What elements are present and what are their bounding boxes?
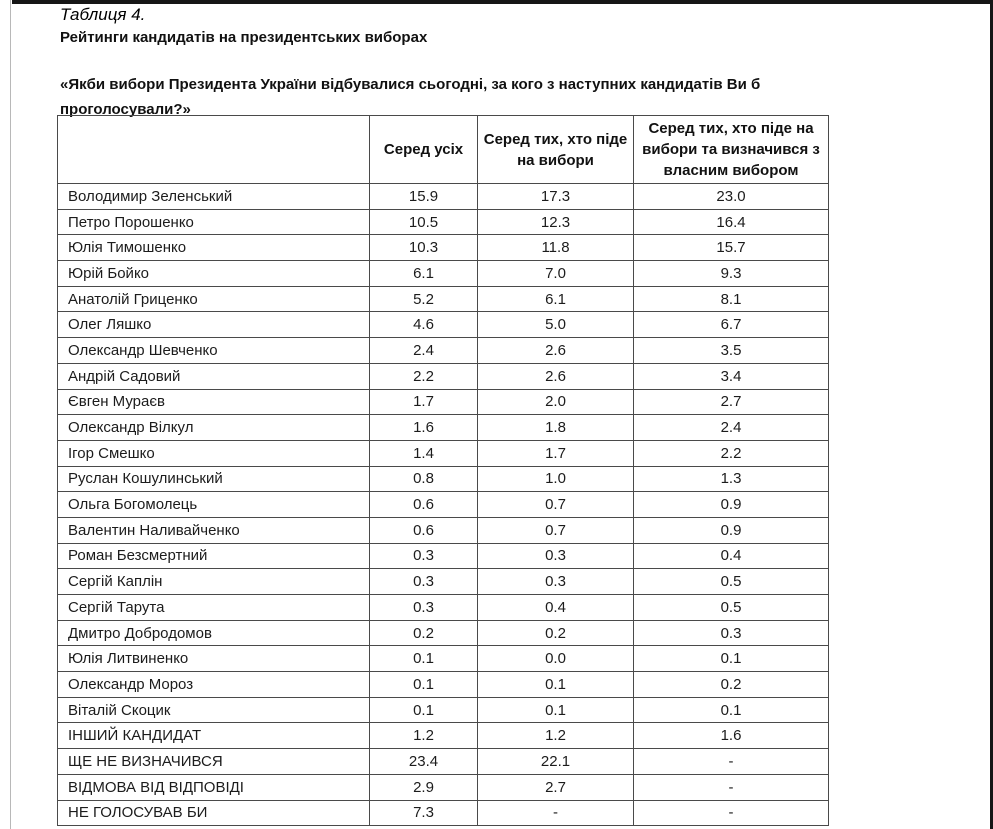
table-row — [58, 492, 829, 518]
value-cell: 1.8 — [478, 415, 634, 441]
value-cell: 0.6 — [370, 492, 478, 518]
value-cell: 2.7 — [634, 389, 829, 415]
value-cell: 22.1 — [478, 749, 634, 775]
value-cell: 0.0 — [478, 646, 634, 672]
value-cell: 1.7 — [478, 440, 634, 466]
value-cell: 1.0 — [478, 466, 634, 492]
value-cell: 2.0 — [478, 389, 634, 415]
value-cell: 0.1 — [370, 672, 478, 698]
value-cell: 17.3 — [478, 184, 634, 210]
candidate-name-cell: Руслан Кошулинський — [58, 466, 370, 492]
candidate-name-cell: Олександр Шевченко — [58, 338, 370, 364]
value-cell: 9.3 — [634, 261, 829, 287]
page-left-edge-line — [10, 0, 11, 829]
value-cell: 0.7 — [478, 517, 634, 543]
value-cell: 5.2 — [370, 286, 478, 312]
candidate-name-cell: НЕ ГОЛОСУВАВ БИ — [58, 800, 370, 826]
candidate-name-cell: Володимир Зеленський — [58, 184, 370, 210]
value-cell: 3.4 — [634, 363, 829, 389]
value-cell: 0.3 — [478, 569, 634, 595]
table-row — [58, 595, 829, 621]
candidate-name-cell: Ольга Богомолець — [58, 492, 370, 518]
candidate-name-cell: Юлія Тимошенко — [58, 235, 370, 261]
candidate-name-cell: Роман Безсмертний — [58, 543, 370, 569]
table-row — [58, 312, 829, 338]
table-row — [58, 415, 829, 441]
value-cell: - — [478, 800, 634, 826]
value-cell: 1.2 — [370, 723, 478, 749]
table-row — [58, 569, 829, 595]
value-cell: 0.1 — [370, 646, 478, 672]
value-cell: 0.4 — [478, 595, 634, 621]
table-row — [58, 620, 829, 646]
value-cell: 2.6 — [478, 338, 634, 364]
value-cell: 8.1 — [634, 286, 829, 312]
table-row — [58, 440, 829, 466]
candidate-name-cell: Ігор Смешко — [58, 440, 370, 466]
value-cell: 2.2 — [370, 363, 478, 389]
table-row — [58, 749, 829, 775]
table-body — [58, 184, 829, 826]
value-cell: 5.0 — [478, 312, 634, 338]
value-cell: 0.2 — [634, 672, 829, 698]
value-cell: 0.1 — [634, 697, 829, 723]
header-among-decided: Серед тих, хто піде на вибори та визначився з власним вибором — [634, 116, 829, 184]
candidate-name-cell: Валентин Наливайченко — [58, 517, 370, 543]
value-cell: 0.2 — [370, 620, 478, 646]
candidate-name-cell: Юлія Литвиненко — [58, 646, 370, 672]
table-row — [58, 209, 829, 235]
value-cell: - — [634, 749, 829, 775]
value-cell: - — [634, 774, 829, 800]
value-cell: 2.6 — [478, 363, 634, 389]
value-cell: 15.9 — [370, 184, 478, 210]
value-cell: 7.0 — [478, 261, 634, 287]
table-row — [58, 261, 829, 287]
table-label: Таблиця 4. — [60, 5, 146, 24]
table-row — [58, 286, 829, 312]
value-cell: 2.2 — [634, 440, 829, 466]
candidate-name-cell: Віталій Скоцик — [58, 697, 370, 723]
header-candidate-column — [58, 116, 370, 184]
table-row — [58, 800, 829, 826]
value-cell: 23.0 — [634, 184, 829, 210]
value-cell: 0.6 — [370, 517, 478, 543]
ratings-table — [57, 115, 829, 826]
table-row — [58, 723, 829, 749]
page-top-rule — [12, 0, 993, 4]
value-cell: 0.3 — [478, 543, 634, 569]
value-cell: 1.2 — [478, 723, 634, 749]
value-cell: 6.7 — [634, 312, 829, 338]
value-cell: 2.9 — [370, 774, 478, 800]
table-row — [58, 363, 829, 389]
table-row — [58, 774, 829, 800]
value-cell: 15.7 — [634, 235, 829, 261]
value-cell: 1.6 — [370, 415, 478, 441]
value-cell: 16.4 — [634, 209, 829, 235]
candidate-name-cell: ВІДМОВА ВІД ВІДПОВІДІ — [58, 774, 370, 800]
table-row — [58, 646, 829, 672]
value-cell: 0.3 — [370, 569, 478, 595]
table-row — [58, 184, 829, 210]
value-cell: 6.1 — [370, 261, 478, 287]
candidate-name-cell: Олександр Мороз — [58, 672, 370, 698]
candidate-name-cell: Сергій Каплін — [58, 569, 370, 595]
survey-question: «Якби вибори Президента України відбувалися сьогодні, за кого з наступних кандидатів Ви б проголосували?» — [60, 76, 761, 118]
value-cell: 0.3 — [634, 620, 829, 646]
candidate-name-cell: Андрій Садовий — [58, 363, 370, 389]
value-cell: 0.3 — [370, 595, 478, 621]
value-cell: 6.1 — [478, 286, 634, 312]
candidate-name-cell: Анатолій Гриценко — [58, 286, 370, 312]
candidate-name-cell: Євген Мураєв — [58, 389, 370, 415]
value-cell: 0.9 — [634, 517, 829, 543]
value-cell: 3.5 — [634, 338, 829, 364]
value-cell: 12.3 — [478, 209, 634, 235]
table-row — [58, 672, 829, 698]
value-cell: 2.7 — [478, 774, 634, 800]
value-cell: 0.9 — [634, 492, 829, 518]
value-cell: 0.2 — [478, 620, 634, 646]
value-cell: 0.5 — [634, 569, 829, 595]
page-title: Рейтинги кандидатів на президентських виборах — [60, 29, 428, 46]
value-cell: 0.1 — [478, 697, 634, 723]
table-row — [58, 517, 829, 543]
candidate-name-cell: Дмитро Добродомов — [58, 620, 370, 646]
table-header — [58, 116, 829, 184]
value-cell: 0.5 — [634, 595, 829, 621]
value-cell: 2.4 — [370, 338, 478, 364]
value-cell: 2.4 — [634, 415, 829, 441]
value-cell: - — [634, 800, 829, 826]
value-cell: 1.4 — [370, 440, 478, 466]
table-row — [58, 543, 829, 569]
value-cell: 23.4 — [370, 749, 478, 775]
value-cell: 1.6 — [634, 723, 829, 749]
value-cell: 10.5 — [370, 209, 478, 235]
value-cell: 7.3 — [370, 800, 478, 826]
candidate-name-cell: Олександр Вілкул — [58, 415, 370, 441]
candidate-name-cell: Олег Ляшко — [58, 312, 370, 338]
table-row — [58, 697, 829, 723]
table-row — [58, 389, 829, 415]
value-cell: 4.6 — [370, 312, 478, 338]
table-row — [58, 235, 829, 261]
value-cell: 1.3 — [634, 466, 829, 492]
header-among-all: Серед усіх — [370, 116, 478, 184]
table-header-row — [58, 116, 829, 184]
value-cell: 0.7 — [478, 492, 634, 518]
table-row — [58, 466, 829, 492]
table-row — [58, 338, 829, 364]
candidate-name-cell: ІНШИЙ КАНДИДАТ — [58, 723, 370, 749]
value-cell: 0.1 — [634, 646, 829, 672]
candidate-name-cell: Сергій Тарута — [58, 595, 370, 621]
candidate-name-cell: ЩЕ НЕ ВИЗНАЧИВСЯ — [58, 749, 370, 775]
value-cell: 11.8 — [478, 235, 634, 261]
candidate-name-cell: Петро Порошенко — [58, 209, 370, 235]
value-cell: 0.3 — [370, 543, 478, 569]
value-cell: 1.7 — [370, 389, 478, 415]
value-cell: 0.1 — [370, 697, 478, 723]
value-cell: 0.1 — [478, 672, 634, 698]
candidate-name-cell: Юрій Бойко — [58, 261, 370, 287]
value-cell: 10.3 — [370, 235, 478, 261]
value-cell: 0.8 — [370, 466, 478, 492]
value-cell: 0.4 — [634, 543, 829, 569]
header-among-voters: Серед тих, хто піде на вибори — [478, 116, 634, 184]
